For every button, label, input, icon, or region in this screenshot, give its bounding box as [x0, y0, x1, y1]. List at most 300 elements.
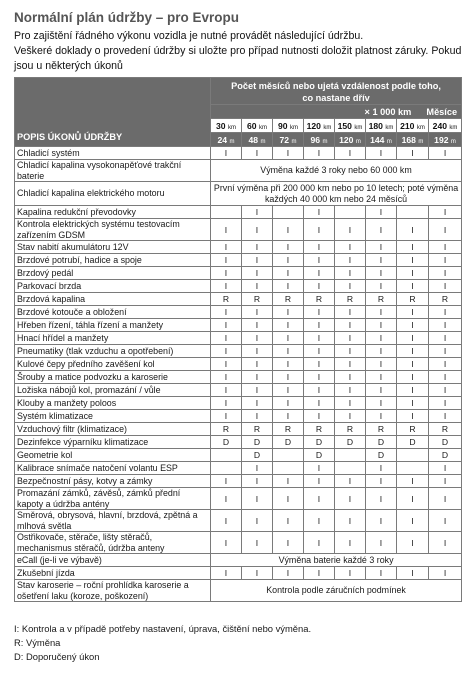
interval-cell: I	[273, 241, 304, 254]
row-label: Stav karoserie – roční prohlídka karoserie a ošetření laku (koroze, poškození)	[15, 580, 211, 602]
months-header-cell	[366, 133, 397, 147]
row-label: Vzduchový filtr (klimatizace)	[15, 423, 211, 436]
interval-cell: I	[429, 475, 462, 488]
table-row	[15, 384, 462, 397]
months-unit: m	[355, 138, 361, 145]
km-unit: km	[385, 124, 394, 131]
interval-cell: I	[242, 267, 273, 280]
km-unit: km	[323, 124, 332, 131]
interval-cell: I	[366, 319, 397, 332]
interval-cell: I	[366, 488, 397, 510]
interval-cell: R	[397, 423, 429, 436]
interval-cell	[335, 449, 366, 462]
interval-cell	[211, 462, 242, 475]
row-label: Bezpečnostní pásy, kotvy a zámky	[15, 475, 211, 488]
interval-cell: I	[273, 475, 304, 488]
interval-cell: R	[304, 423, 335, 436]
interval-cell: I	[335, 147, 366, 160]
interval-cell: I	[211, 280, 242, 293]
row-label: Pneumatiky (tlak vzduchu a opotřebení)	[15, 345, 211, 358]
interval-cell: R	[304, 293, 335, 306]
interval-cell: I	[273, 488, 304, 510]
interval-cell: I	[242, 206, 273, 219]
table-row	[15, 423, 462, 436]
months-value: 24	[217, 134, 228, 145]
interval-cell: I	[242, 567, 273, 580]
interval-cell: I	[304, 567, 335, 580]
row-label: Chladicí kapalina vysokonapěťové trakční baterie	[15, 160, 211, 182]
table-row	[15, 254, 462, 267]
km-value: 90	[278, 120, 288, 131]
months-unit: m	[229, 138, 235, 145]
table-row	[15, 449, 462, 462]
row-label: Ostřikovače, stěrače, lišty stěračů, mechanismus stěračů, údržba anteny	[15, 532, 211, 554]
interval-cell: I	[304, 147, 335, 160]
interval-cell: I	[335, 241, 366, 254]
table-row	[15, 567, 462, 580]
interval-cell: I	[273, 332, 304, 345]
interval-cell: I	[335, 219, 366, 241]
interval-cell: I	[366, 206, 397, 219]
interval-cell: I	[211, 306, 242, 319]
row-label: Promazání zámků, závěsů, zámků přední kapoty a údržba antény	[15, 488, 211, 510]
interval-cell: I	[335, 397, 366, 410]
months-unit: m	[418, 138, 424, 145]
interval-cell: I	[366, 358, 397, 371]
table-row	[15, 532, 462, 554]
km-unit: km	[227, 124, 236, 131]
interval-cell: I	[366, 510, 397, 532]
km-value: 180	[368, 120, 383, 131]
interval-cell: I	[211, 319, 242, 332]
interval-cell: D	[335, 436, 366, 449]
interval-cell: D	[242, 436, 273, 449]
months-header-cell	[335, 133, 366, 147]
interval-cell: R	[211, 293, 242, 306]
km-value: 60	[247, 120, 257, 131]
months-header-cell	[304, 133, 335, 147]
interval-cell: I	[304, 332, 335, 345]
interval-cell: I	[429, 280, 462, 293]
interval-cell: I	[397, 567, 429, 580]
table-row	[15, 580, 462, 602]
interval-cell: I	[211, 147, 242, 160]
interval-cell: I	[429, 241, 462, 254]
months-header-cell	[429, 133, 462, 147]
months-unit: m	[260, 138, 266, 145]
table-row	[15, 306, 462, 319]
table-row	[15, 293, 462, 306]
legend-r: R: Výměna	[14, 637, 61, 648]
interval-cell: I	[366, 254, 397, 267]
interval-cell: D	[304, 449, 335, 462]
months-unit: m	[450, 138, 456, 145]
interval-cell: I	[304, 462, 335, 475]
interval-cell: I	[397, 280, 429, 293]
interval-cell: I	[397, 488, 429, 510]
interval-cell: R	[335, 423, 366, 436]
row-label: Kontrola elektrických systému testovacím zařízením GDSM	[15, 219, 211, 241]
interval-cell: R	[273, 423, 304, 436]
intro-line-2: Veškeré doklady o provedení údržby si uložte pro případ nutnosti doložit platnost záruky. Pokud jsou u některých úkonů	[14, 45, 462, 72]
interval-cell: I	[304, 306, 335, 319]
interval-cell	[273, 462, 304, 475]
interval-cell: I	[397, 410, 429, 423]
table-row	[15, 371, 462, 384]
interval-cell: I	[429, 371, 462, 384]
km-value: 120	[306, 120, 321, 131]
interval-cell: I	[335, 319, 366, 332]
interval-note: Výměna baterie každé 3 roky	[211, 554, 462, 567]
interval-cell: I	[397, 219, 429, 241]
interval-cell: I	[211, 384, 242, 397]
interval-cell: I	[397, 384, 429, 397]
interval-cell	[335, 206, 366, 219]
months-unit: m	[322, 138, 328, 145]
interval-cell: I	[335, 567, 366, 580]
interval-cell: I	[366, 567, 397, 580]
interval-cell: I	[429, 397, 462, 410]
row-label: Chladicí kapalina elektrického motoru	[15, 182, 211, 206]
interval-cell: I	[211, 567, 242, 580]
interval-cell: I	[242, 332, 273, 345]
table-row	[15, 410, 462, 423]
interval-cell	[211, 449, 242, 462]
interval-cell: I	[304, 488, 335, 510]
interval-cell: I	[242, 462, 273, 475]
interval-cell: I	[304, 280, 335, 293]
interval-cell: R	[211, 423, 242, 436]
months-value: 144	[370, 134, 385, 145]
interval-cell: I	[304, 267, 335, 280]
interval-cell	[397, 206, 429, 219]
interval-cell: I	[242, 510, 273, 532]
table-row	[15, 147, 462, 160]
interval-cell	[273, 206, 304, 219]
interval-cell: I	[335, 358, 366, 371]
interval-cell: I	[366, 280, 397, 293]
interval-cell: I	[397, 345, 429, 358]
intro-line-1: Pro zajištění řádného výkonu vozidla je nutné provádět následující údržbu.	[14, 30, 364, 42]
interval-cell: R	[273, 293, 304, 306]
km-header-cell	[273, 119, 304, 133]
interval-cell: I	[366, 306, 397, 319]
table-row	[15, 475, 462, 488]
interval-cell: I	[429, 358, 462, 371]
interval-cell: I	[366, 219, 397, 241]
interval-cell: I	[273, 267, 304, 280]
legend-i: I: Kontrola a v případě potřeby nastavení, úprava, čištění nebo výměna.	[14, 623, 312, 634]
row-label: Dezinfekce výparníku klimatizace	[15, 436, 211, 449]
interval-cell: I	[335, 332, 366, 345]
interval-cell: I	[242, 532, 273, 554]
months-unit: m	[386, 138, 392, 145]
legend-d: D: Doporučený úkon	[14, 651, 100, 662]
interval-cell: I	[366, 267, 397, 280]
table-row	[15, 358, 462, 371]
months-header-cell	[211, 133, 242, 147]
maintenance-table	[14, 77, 462, 602]
interval-cell: R	[242, 293, 273, 306]
interval-cell: I	[242, 319, 273, 332]
km-header-cell	[211, 119, 242, 133]
interval-cell: I	[304, 219, 335, 241]
interval-cell: I	[366, 397, 397, 410]
km-header-cell	[335, 119, 366, 133]
interval-cell: I	[242, 345, 273, 358]
interval-cell: I	[397, 306, 429, 319]
months-value: 48	[248, 134, 259, 145]
unit-row	[211, 105, 462, 119]
table-row	[15, 436, 462, 449]
row-label: Kapalina redukční převodovky	[15, 206, 211, 219]
interval-cell: I	[273, 254, 304, 267]
row-label: Hnací hřídel a manžety	[15, 332, 211, 345]
interval-cell: I	[304, 241, 335, 254]
interval-cell: I	[429, 319, 462, 332]
interval-cell: I	[242, 147, 273, 160]
interval-cell: I	[242, 241, 273, 254]
interval-cell: I	[273, 510, 304, 532]
interval-cell: I	[366, 462, 397, 475]
interval-cell: I	[211, 267, 242, 280]
interval-cell	[397, 449, 429, 462]
interval-cell: I	[304, 206, 335, 219]
interval-cell: I	[242, 371, 273, 384]
interval-cell: I	[429, 206, 462, 219]
row-label: Chladicí systém	[15, 147, 211, 160]
row-label: Klouby a manžety poloos	[15, 397, 211, 410]
table-row	[15, 397, 462, 410]
interval-cell: I	[429, 254, 462, 267]
interval-cell: I	[304, 254, 335, 267]
interval-cell: I	[211, 254, 242, 267]
table-row	[15, 462, 462, 475]
km-value: 30	[216, 120, 226, 131]
interval-cell: I	[242, 306, 273, 319]
row-label: Geometrie kol	[15, 449, 211, 462]
interval-cell: R	[366, 293, 397, 306]
interval-cell: I	[335, 345, 366, 358]
table-row	[15, 219, 462, 241]
months-unit: m	[291, 138, 297, 145]
interval-cell: I	[397, 147, 429, 160]
interval-cell: I	[304, 345, 335, 358]
interval-cell	[397, 462, 429, 475]
interval-cell: I	[304, 358, 335, 371]
unit-km-label: × 1 000 km	[364, 106, 412, 117]
interval-cell: I	[429, 510, 462, 532]
row-label: Brzdové potrubí, hadice a spoje	[15, 254, 211, 267]
table-row	[15, 319, 462, 332]
km-unit: km	[416, 124, 425, 131]
interval-cell: D	[304, 436, 335, 449]
interval-cell: I	[211, 219, 242, 241]
interval-cell: I	[211, 371, 242, 384]
interval-cell: I	[242, 475, 273, 488]
row-label: Brzdové kotouče a obložení	[15, 306, 211, 319]
interval-cell: I	[366, 345, 397, 358]
km-unit: km	[449, 124, 458, 131]
interval-cell: I	[273, 280, 304, 293]
interval-cell: I	[304, 532, 335, 554]
interval-cell: I	[273, 567, 304, 580]
table-row	[15, 280, 462, 293]
interval-cell: I	[273, 371, 304, 384]
unit-months-label: Měsíce	[426, 106, 458, 117]
table-row	[15, 267, 462, 280]
interval-cell: I	[211, 332, 242, 345]
interval-cell: I	[335, 267, 366, 280]
months-header-cell	[242, 133, 273, 147]
months-value: 120	[339, 134, 354, 145]
months-value: 72	[279, 134, 290, 145]
interval-cell: I	[273, 358, 304, 371]
interval-cell: I	[429, 384, 462, 397]
km-value: 240	[432, 120, 448, 131]
interval-cell: I	[429, 410, 462, 423]
interval-cell: I	[242, 219, 273, 241]
interval-cell: D	[429, 436, 462, 449]
interval-cell: I	[429, 567, 462, 580]
interval-cell: I	[242, 397, 273, 410]
column-header-interval	[211, 78, 462, 105]
interval-cell: I	[366, 332, 397, 345]
interval-note: Výměna každé 3 roky nebo 60 000 km	[211, 160, 462, 182]
interval-cell: I	[211, 475, 242, 488]
interval-cell: I	[335, 254, 366, 267]
interval-cell: I	[429, 147, 462, 160]
interval-line-2: co nastane dřív	[302, 93, 370, 103]
interval-cell: R	[397, 293, 429, 306]
interval-cell: R	[366, 423, 397, 436]
interval-cell: I	[335, 510, 366, 532]
interval-cell: I	[242, 410, 273, 423]
interval-cell: I	[335, 488, 366, 510]
interval-cell: I	[273, 532, 304, 554]
interval-cell: I	[366, 384, 397, 397]
interval-cell: I	[273, 147, 304, 160]
interval-cell: I	[242, 280, 273, 293]
months-header-cell	[273, 133, 304, 147]
interval-cell: R	[429, 293, 462, 306]
row-label: Směrová, obrysová, hlavní, brzdová, zpětná a mlhová světla	[15, 510, 211, 532]
column-header-popis: POPIS ÚKONŮ ÚDRŽBY	[15, 78, 211, 147]
interval-cell: D	[397, 436, 429, 449]
months-value: 96	[310, 134, 321, 145]
table-row	[15, 206, 462, 219]
table-row	[15, 554, 462, 567]
interval-cell: I	[366, 532, 397, 554]
interval-note: Kontrola podle záručních podmínek	[211, 580, 462, 602]
interval-cell: I	[397, 510, 429, 532]
interval-cell: I	[429, 219, 462, 241]
table-row	[15, 488, 462, 510]
interval-cell: I	[273, 384, 304, 397]
interval-cell: I	[397, 475, 429, 488]
interval-cell: I	[273, 319, 304, 332]
km-header-cell	[429, 119, 462, 133]
interval-cell: I	[211, 397, 242, 410]
interval-cell: I	[397, 358, 429, 371]
interval-cell: I	[242, 254, 273, 267]
km-header-cell	[397, 119, 429, 133]
interval-cell: I	[335, 532, 366, 554]
interval-cell: I	[397, 241, 429, 254]
interval-cell: I	[429, 488, 462, 510]
row-label: Šrouby a matice podvozku a karoserie	[15, 371, 211, 384]
interval-cell: I	[335, 371, 366, 384]
months-value: 168	[401, 134, 416, 145]
interval-cell: D	[242, 449, 273, 462]
table-row	[15, 510, 462, 532]
row-label: Brzdový pedál	[15, 267, 211, 280]
interval-cell: R	[429, 423, 462, 436]
km-unit: km	[289, 124, 298, 131]
interval-cell: I	[211, 488, 242, 510]
interval-cell: I	[242, 358, 273, 371]
interval-cell: I	[397, 254, 429, 267]
interval-cell: I	[397, 267, 429, 280]
interval-cell: I	[366, 241, 397, 254]
table-row	[15, 345, 462, 358]
interval-cell: D	[273, 436, 304, 449]
km-header-cell	[242, 119, 273, 133]
interval-cell: I	[335, 384, 366, 397]
interval-cell: I	[397, 532, 429, 554]
table-row	[15, 241, 462, 254]
interval-cell: I	[335, 475, 366, 488]
interval-cell: I	[211, 358, 242, 371]
interval-cell: I	[273, 345, 304, 358]
interval-cell: I	[429, 332, 462, 345]
interval-cell: D	[366, 436, 397, 449]
km-unit: km	[258, 124, 267, 131]
interval-cell: I	[397, 319, 429, 332]
interval-cell: I	[273, 219, 304, 241]
interval-cell: I	[366, 147, 397, 160]
interval-cell: I	[304, 410, 335, 423]
interval-cell	[273, 449, 304, 462]
km-value: 150	[337, 120, 352, 131]
km-value: 210	[400, 120, 415, 131]
interval-cell: I	[366, 410, 397, 423]
months-header-cell	[397, 133, 429, 147]
row-label: Stav nabití akumulátoru 12V	[15, 241, 211, 254]
interval-cell: R	[242, 423, 273, 436]
row-label: Kalibrace snímače natočení volantu ESP	[15, 462, 211, 475]
interval-cell: I	[211, 345, 242, 358]
row-label: Brzdová kapalina	[15, 293, 211, 306]
interval-cell: D	[366, 449, 397, 462]
interval-cell: I	[242, 384, 273, 397]
interval-cell: I	[304, 384, 335, 397]
row-label: Systém klimatizace	[15, 410, 211, 423]
row-label: Zkušební jízda	[15, 567, 211, 580]
interval-cell: I	[429, 306, 462, 319]
interval-cell: I	[211, 532, 242, 554]
table-row	[15, 332, 462, 345]
km-header-cell	[366, 119, 397, 133]
interval-cell: I	[397, 397, 429, 410]
interval-cell	[335, 462, 366, 475]
interval-cell: I	[211, 510, 242, 532]
page-title: Normální plán údržby – pro Evropu	[14, 10, 240, 25]
row-label: eCall (je-li ve výbavě)	[15, 554, 211, 567]
interval-cell	[211, 206, 242, 219]
row-label: Kulové čepy předního zavěšení kol	[15, 358, 211, 371]
interval-note: První výměna při 200 000 km nebo po 10 letech; poté výměna každých 40 000 km nebo 24 měsíců	[211, 182, 462, 206]
